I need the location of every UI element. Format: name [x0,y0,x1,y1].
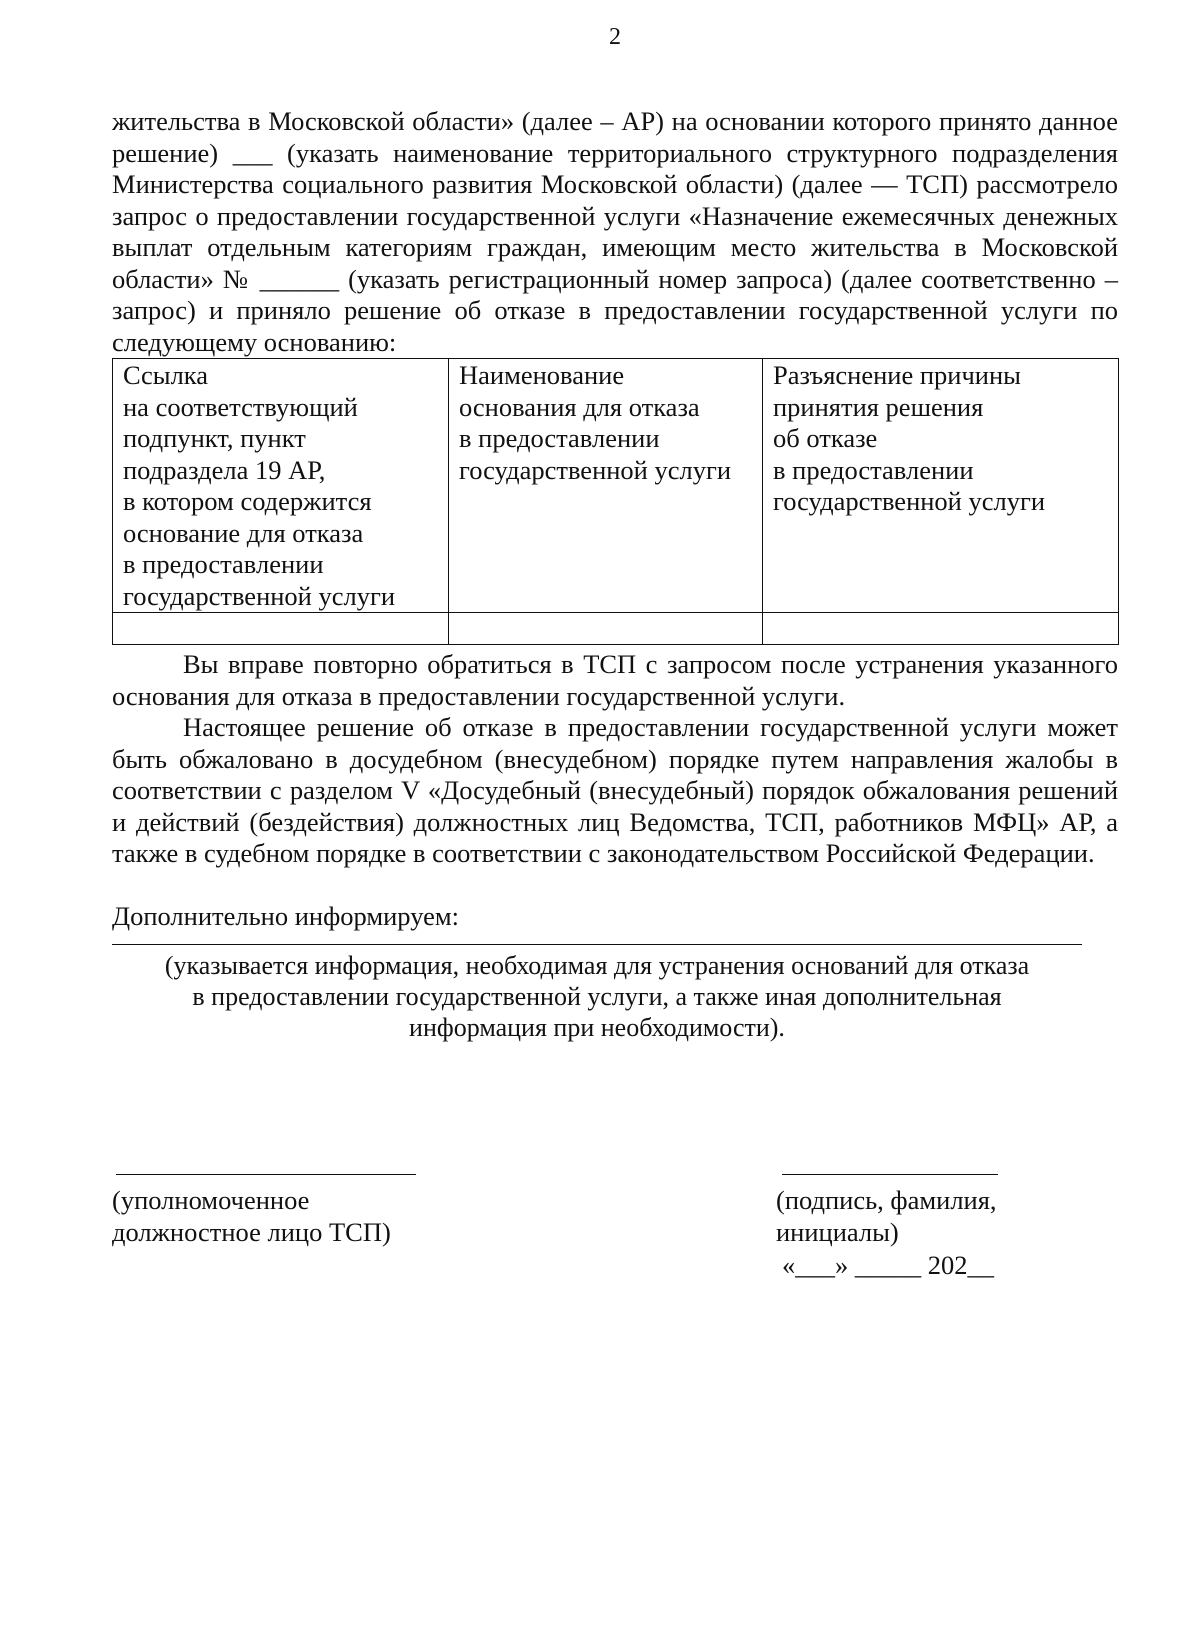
table-cell [113,613,449,645]
date-field: «___» _____ 202__ [782,1250,994,1280]
page-number: 2 [609,24,621,50]
table-header-row [113,359,1119,613]
table-cell [763,613,1119,645]
signature-fill-line [782,1174,998,1175]
table-header-cell-explanation: Разъяснение причины принятия решения об отказе в предоставлении государственной услуги [763,359,1119,613]
table-header-cell-name: Наименование основания для отказа в предоставлении государственной услуги [449,359,763,613]
additional-info-caption: (указывается информация, необходимая для устранения оснований для отказа в предоставлении государственной услуги, а также иная дополнительная информация при необходимости). [164,951,1030,1042]
intro-paragraph: жительства в Московской области» (далее – АР) на основании которого принято данное решение) ___ (указать наименование территориального структурного подразделения Министерства социального развития Московской области) (далее — ТСП) рассмотрело запрос о предоставлении государственной услуги «Назначение ежемесячных денежных выплат отдельным категориям граждан, имеющим место жительства в Московской области» № ______ (указать регистрационный номер запроса) (далее соответственно – запрос) и приняло решение об отказе в предоставлении государственной услуги по следующему основанию: [112,106,1118,357]
table-cell [449,613,763,645]
document-body [112,106,1118,1043]
appeal-paragraph: Настоящее решение об отказе в предоставлении государственной услуги может быть обжаловано в досудебном (внесудебном) порядке путем направления жалобы в соответствии с разделом V «Досудебный (внесудебный) порядок обжалования решений и действий (бездействия) должностных лиц Ведомства, ТСП, работников МФЦ» АР, а также в судебном порядке в соответствии с законодательством Российской Федерации. [112,712,1118,868]
signature-caption: (подпись, фамилия, инициалы) [776,1185,997,1247]
table-row [113,613,1119,645]
additional-info-fill-line [112,944,1082,945]
refusal-reasons-table [112,358,1119,645]
table-header-cell-reference: Ссылка на соответствующий подпункт, пункт подраздела 19 АР, в котором содержится основание для отказа в предоставлении государственной услуги [113,359,449,613]
reapply-paragraph: Вы вправе повторно обратиться в ТСП с запросом после устранения указанного основания для отказа в предоставлении государственной услуги. [112,649,1118,711]
official-caption: (уполномоченное должностное лицо ТСП) [112,1185,391,1247]
additional-info-label: Дополнительно информируем: [112,900,459,931]
signature-block [112,1174,1118,1294]
reasons-table-wrapper [112,358,1118,645]
official-fill-line [116,1174,416,1175]
